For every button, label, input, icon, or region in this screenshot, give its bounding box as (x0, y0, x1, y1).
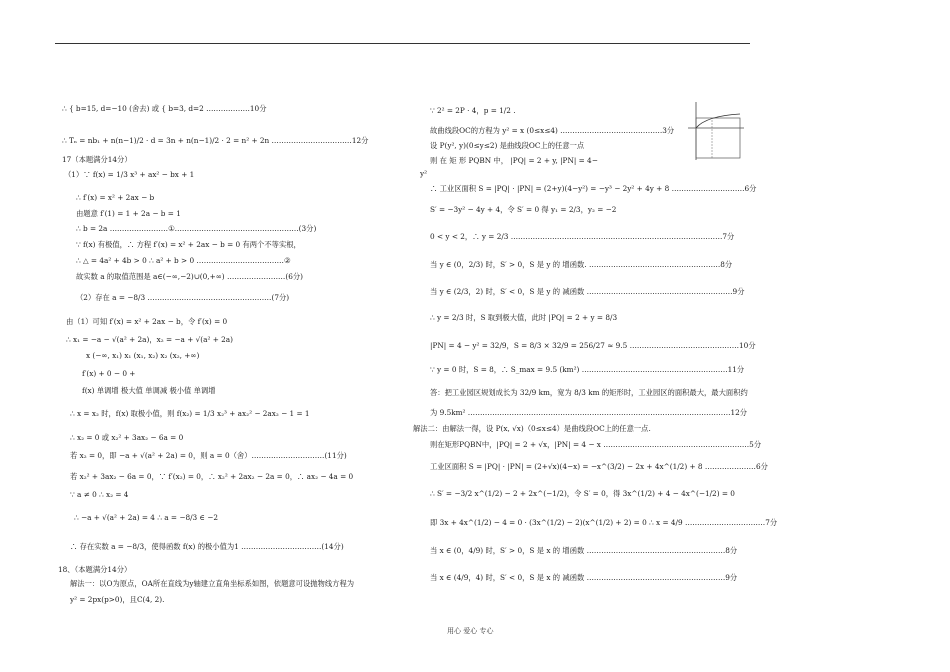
right-line-10: 当 y ∈ (2/3，2) 时，S′ < 0，S 是 y 的 减函数 ……………………………………………………9分 (430, 287, 745, 296)
left-line-13: ∴ x₁ = −a − √(a² + 2a)，x₂ = −a + √(a² + 2a) (66, 335, 234, 344)
left-line-19: 若 x₂ = 0，即 −a + √(a² + 2a) = 0，则 a = 0（舍）…………………………(11分) (70, 451, 347, 460)
left-line-23: ∴ 存在实数 a = −8/3，使得函数 f(x) 的极小值为1 ……………………………(14分) (70, 542, 344, 551)
right-line-18: 工业区面积 S = |PQ| · |PN| = (2+√x)(4−x) = −x^(3/2) − 2x + 4x^(1/2) + 8 …………………6分 (430, 462, 768, 471)
right-line-1: ∵ 2² = 2P · 4，p = 1/2 . (430, 106, 516, 115)
right-line-19: ∴ S′ = −3/2 x^(1/2) − 2 + 2x^(−1/2)，令 S′ = 0，得 3x^(1/2) + 4 − 4x^(−1/2) = 0 (430, 489, 735, 498)
left-line-9: ∴ △ = 4a² + 4b > 0 ∴ a² + b > 0 ………………………………② (76, 256, 291, 265)
left-line-24: 18、（本题满分14分） (58, 565, 132, 574)
left-line-11: （2）存在 a = −8/3 ……………………………………………(7分) (76, 293, 290, 302)
left-line-7: ∴ b = 2a ……………………①……………………………………………(3分) (76, 224, 317, 233)
left-line-4: （1）∵ f(x) = 1/3 x³ + ax² − bx + 1 (64, 170, 195, 179)
left-line-6: 由题意 f′(1) = 1 + 2a − b = 1 (76, 209, 181, 218)
right-line-4: 则 在 矩 形 PQBN 中， |PQ| = 2 + y, |PN| = 4− (430, 156, 598, 165)
left-line-10: 故实数 a 的取值范围是 a∈(−∞,−2)∪(0,+∞) ……………………(6分) (76, 272, 303, 281)
right-line-6: ∴ 工业区面积 S = |PQ| · |PN| = (2+y)(4−y²) = −y³ − 2y² + 4y + 8 …………………………6分 (430, 184, 757, 193)
right-line-14: 答：把工业园区规划成长为 32/9 km，宽为 8/3 km 的矩形时，工业园区的面积最大，最大面积约 (430, 388, 748, 397)
figure-rectangle (696, 118, 740, 158)
right-line-11: ∴ y = 2/3 时，S 取到极大值，此时 |PQ| = 2 + y = 8/3 (430, 313, 618, 322)
right-line-15: 为 9.5km² ………………………………………………………………………………………………12分 (430, 408, 748, 417)
left-line-18: ∴ x₂ = 0 或 x₂² + 3ax₂ − 6a = 0 (70, 433, 184, 442)
left-line-25: 解法一：以O为原点，OA所在直线为y轴建立直角坐标系如图，依题意可设抛物线方程为 (70, 579, 355, 588)
left-line-2: ∴ Tₙ = nb₁ + n(n−1)/2 · d = 3n + n(n−1)/2 · 2 = n² + 2n ……………………………12分 (62, 136, 369, 145)
page-footer: 用心 爱心 专心 (447, 627, 494, 635)
left-line-12: 由（1）可知 f′(x) = x² + 2ax − b，令 f′(x) = 0 (66, 317, 228, 326)
left-line-1: ∴ { b=15, d=−10 (舍去) 或 { b=3, d=2 ………………10分 (62, 104, 267, 113)
right-line-22: 当 x ∈ (4/9，4) 时，S′ < 0，S 是 x 的 减函数 …………………………………………………9分 (430, 573, 738, 582)
right-line-5: y² (420, 169, 428, 178)
left-line-16: f(x) 单调增 极大值 单调减 极小值 单调增 (82, 386, 216, 395)
right-line-13: ∵ y = 0 时，S = 8，∴ S_max = 9.5 (km²) ……………………………………………………11分 (430, 365, 745, 374)
figure-curve (696, 114, 740, 128)
right-line-12: |PN| = 4 − y² = 32/9，S = 8/3 × 32/9 = 256/27 ≈ 9.5 ………………………………………10分 (430, 341, 756, 350)
left-line-17: ∴ x = x₂ 时，f(x) 取极小值，则 f(x₂) = 1/3 x₂³ + ax₂² − 2ax₂ − 1 = 1 (70, 409, 310, 418)
left-line-5: ∴ f′(x) = x² + 2ax − b (76, 193, 155, 202)
parabola-figure (686, 100, 746, 164)
left-line-14: x (−∞, x₁) x₁ (x₁, x₂) x₂ (x₂, +∞) (86, 351, 200, 360)
right-line-3: 设 P(y², y)(0≤y≤2) 是曲线段OC上的任意一点 (430, 141, 585, 150)
right-line-7: S′ = −3y² − 4y + 4，令 S′ = 0 得 y₁ = 2/3，y₂ = −2 (430, 205, 617, 214)
left-line-20: 若 x₂² + 3ax₂ − 6a = 0，∵ f′(x₂) = 0，∴ x₂² + 2ax₂ − 2a = 0，∴ ax₂ − 4a = 0 (70, 472, 354, 481)
left-line-15: f′(x) + 0 − 0 + (82, 369, 136, 378)
right-line-2: 故曲线段OC的方程为 y² = x (0≤x≤4) ……………………………………3分 (430, 126, 675, 135)
left-line-3: 17（本题满分14分） (62, 155, 132, 164)
left-line-26: y² = 2px(p>0)，且C(4, 2). (70, 595, 165, 604)
header-rule (55, 43, 750, 44)
right-line-20: 即 3x + 4x^(1/2) − 4 = 0 · (3x^(1/2) − 2)(x^(1/2) + 2) = 0 ∴ x = 4/9 ……………………………7分 (430, 518, 778, 527)
right-line-8: 0 < y < 2，∴ y = 2/3 ……………………………………………………………………………7分 (430, 232, 735, 241)
right-line-16: 解法二：由解法一得，设 P(x, √x)（0≤x≤4）是曲线段OC上的任意一点. (413, 424, 651, 433)
right-line-21: 当 x ∈ (0，4/9) 时，S′ > 0，S 是 x 的 增函数 …………………………………………………8分 (430, 546, 738, 555)
right-line-17: 则在矩形PQBN中，|PQ| = 2 + √x，|PN| = 4 − x ……………………………………………………5分 (430, 440, 762, 449)
left-line-21: ∵ a ≠ 0 ∴ x₂ = 4 (70, 490, 129, 499)
right-line-9: 当 y ∈ (0，2/3) 时，S′ > 0，S 是 y 的 增函数. ………………………………………………8分 (430, 260, 733, 269)
left-line-8: ∵ f(x) 有极值，∴ 方程 f′(x) = x² + 2ax − b = 0 有两个不等实根， (76, 240, 301, 249)
left-line-22: ∴ −a + √(a² + 2a) = 4 ∴ a = −8/3 ∈ −2 (74, 513, 218, 522)
